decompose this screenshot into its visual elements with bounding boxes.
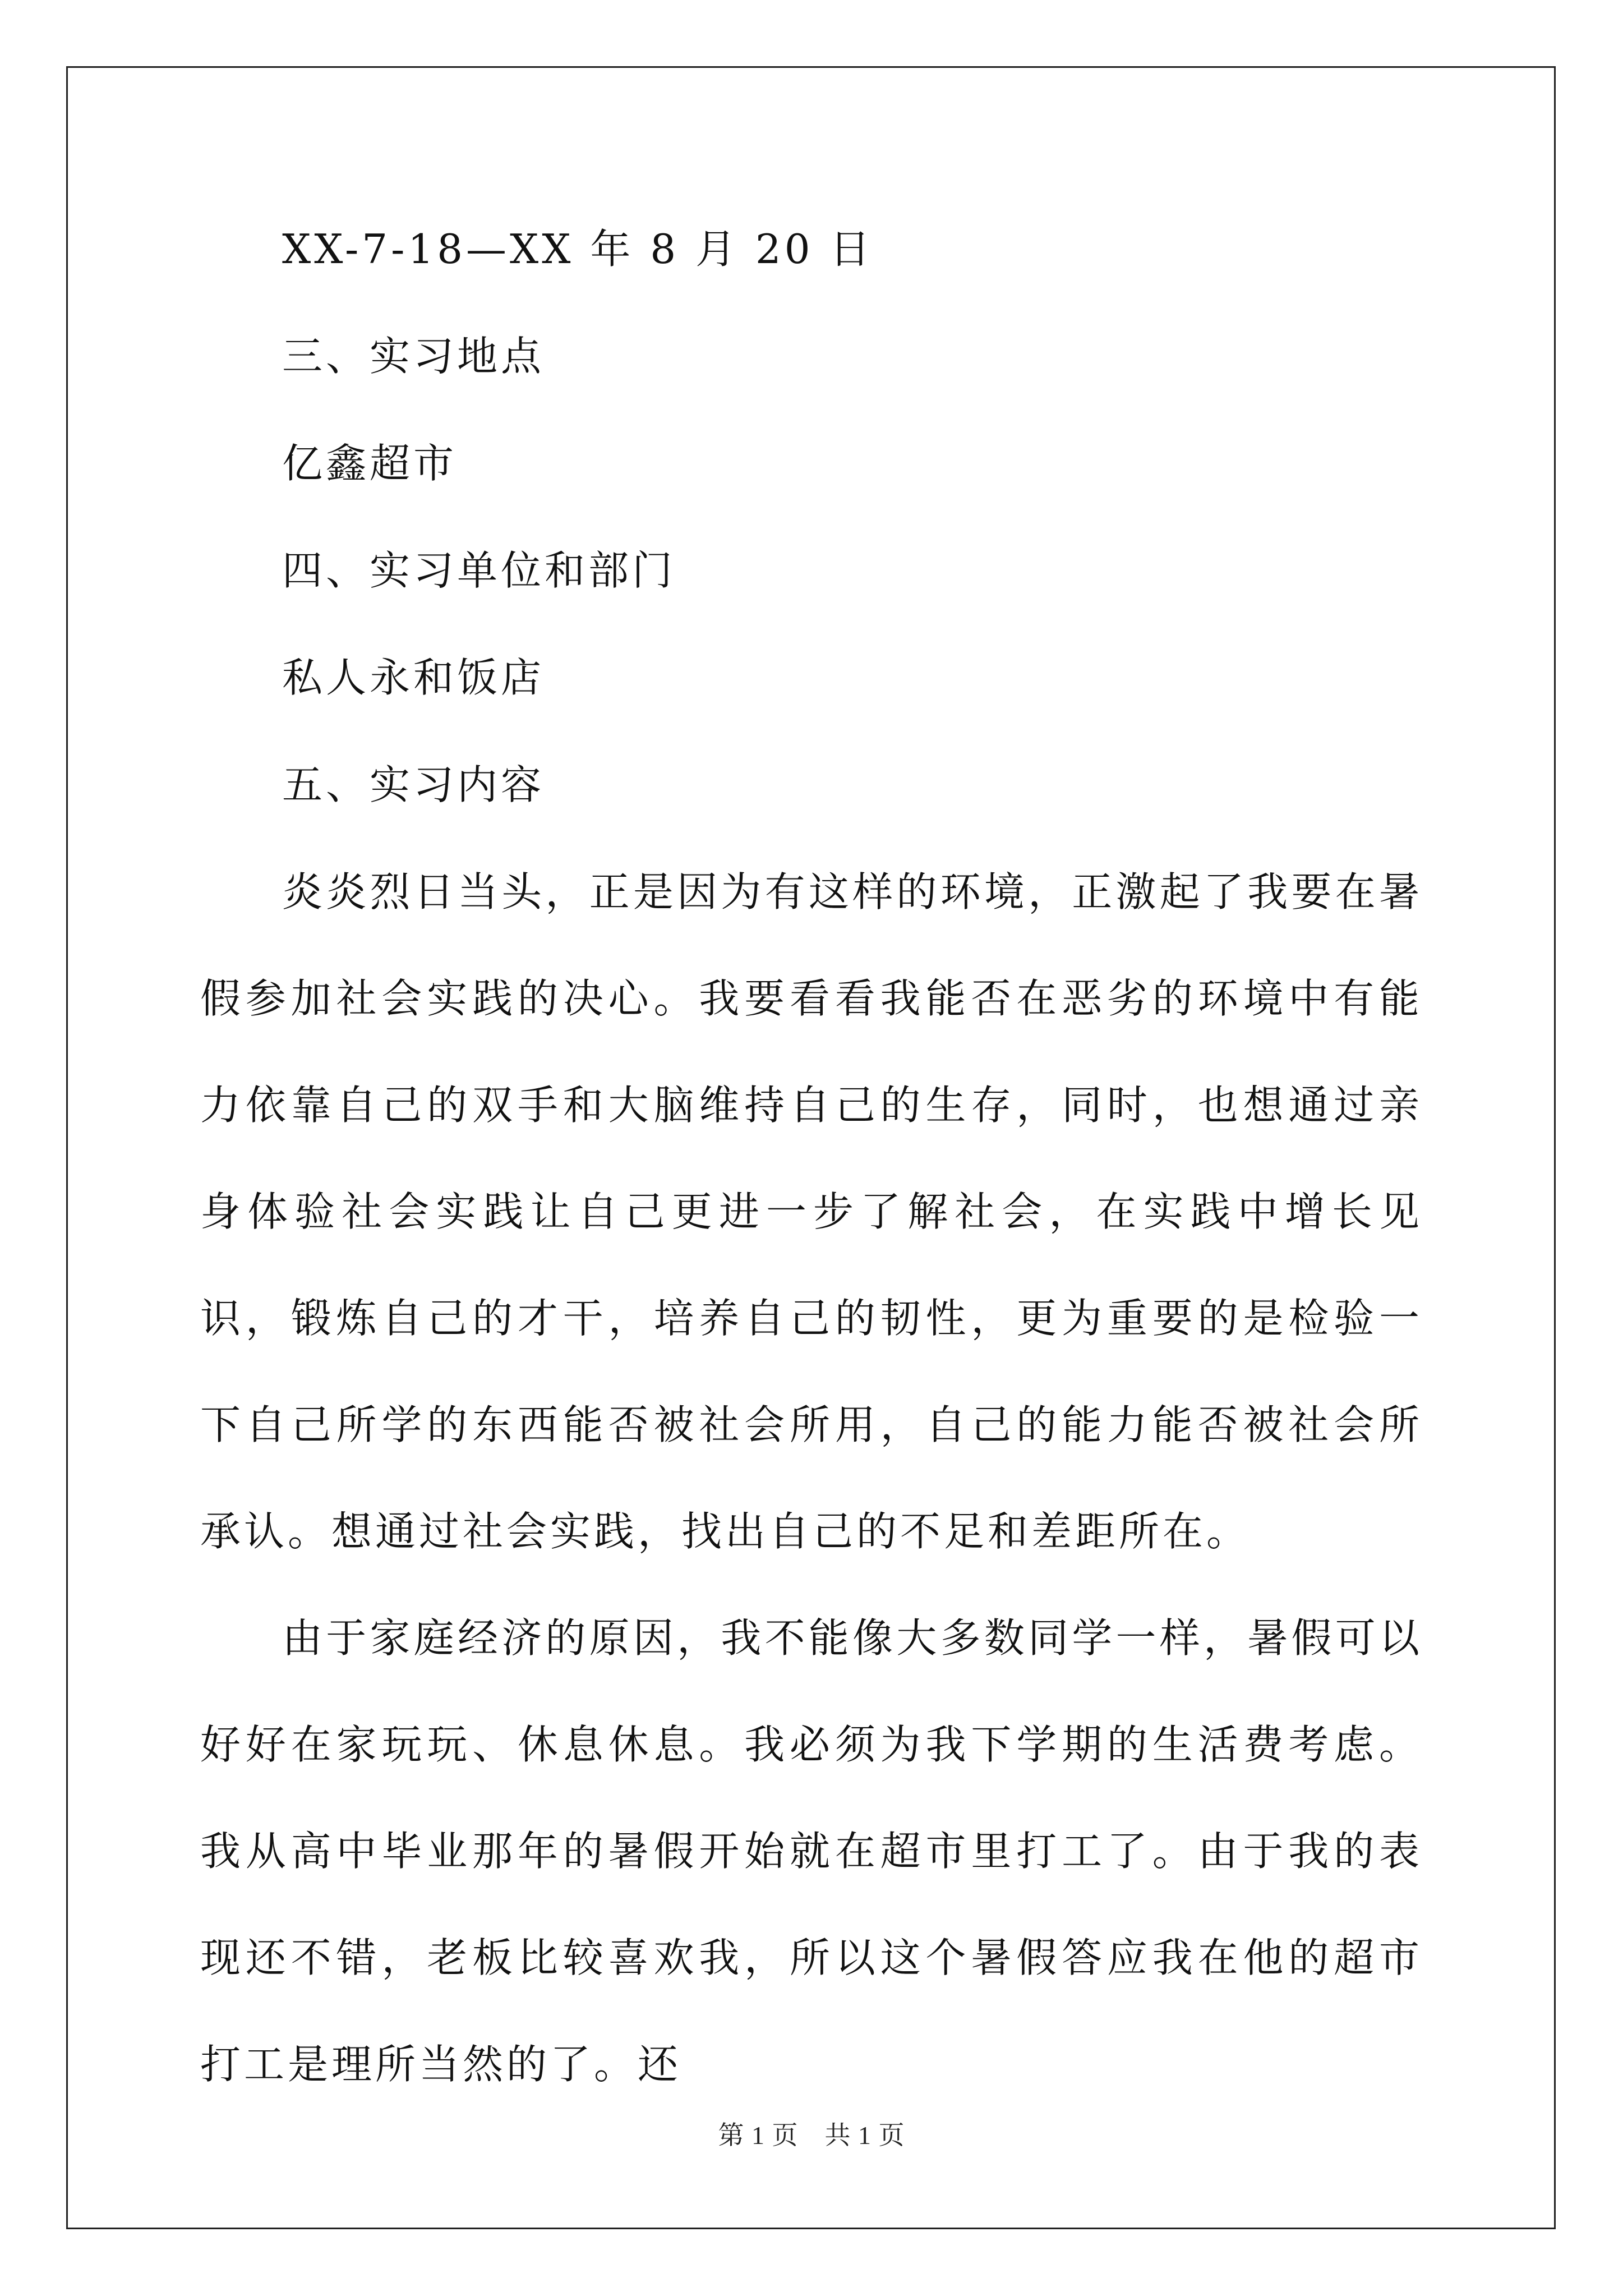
section-heading-unit: 四、实习单位和部门 [282, 547, 676, 594]
section-heading-location: 三、实习地点 [282, 333, 545, 380]
location-text: 亿鑫超市 [282, 440, 458, 487]
content-paragraph: 由于家庭经济的原因，我不能像大多数同学一样，暑假可以好好在家玩玩、休息休息。我必须为我下学期的生活费考虑。我从高中毕业那年的暑假开始就在超市里打工了。由于我的表现还不错，老板比较喜欢我，所以这个暑假答应我在他的超市打工是理所当然的了。还 [200, 1614, 1423, 2088]
page-number-footer: 第 1 页 共 1 页 [718, 2121, 905, 2150]
date-range-line: XX-7-18—XX 年 8 月 20 日 [282, 226, 874, 273]
section-heading-content: 五、实习内容 [282, 761, 545, 808]
unit-text: 私人永和饭店 [282, 654, 545, 701]
content-paragraph: 炎炎烈日当头，正是因为有这样的环境，正激起了我要在暑假参加社会实践的决心。我要看看我能否在恶劣的环境中有能力依靠自己的双手和大脑维持自己的生存，同时，也想通过亲身体验社会实践让自己更进一步了解社会，在实践中增长见识，锻炼自己的才干，培养自己的韧性，更为重要的是检验一下自己所学的东西能否被社会所用，自己的能力能否被社会所承认。想通过社会实践，找出自己的不足和差距所在。 [200, 868, 1423, 1555]
document-body [200, 222, 1423, 2118]
